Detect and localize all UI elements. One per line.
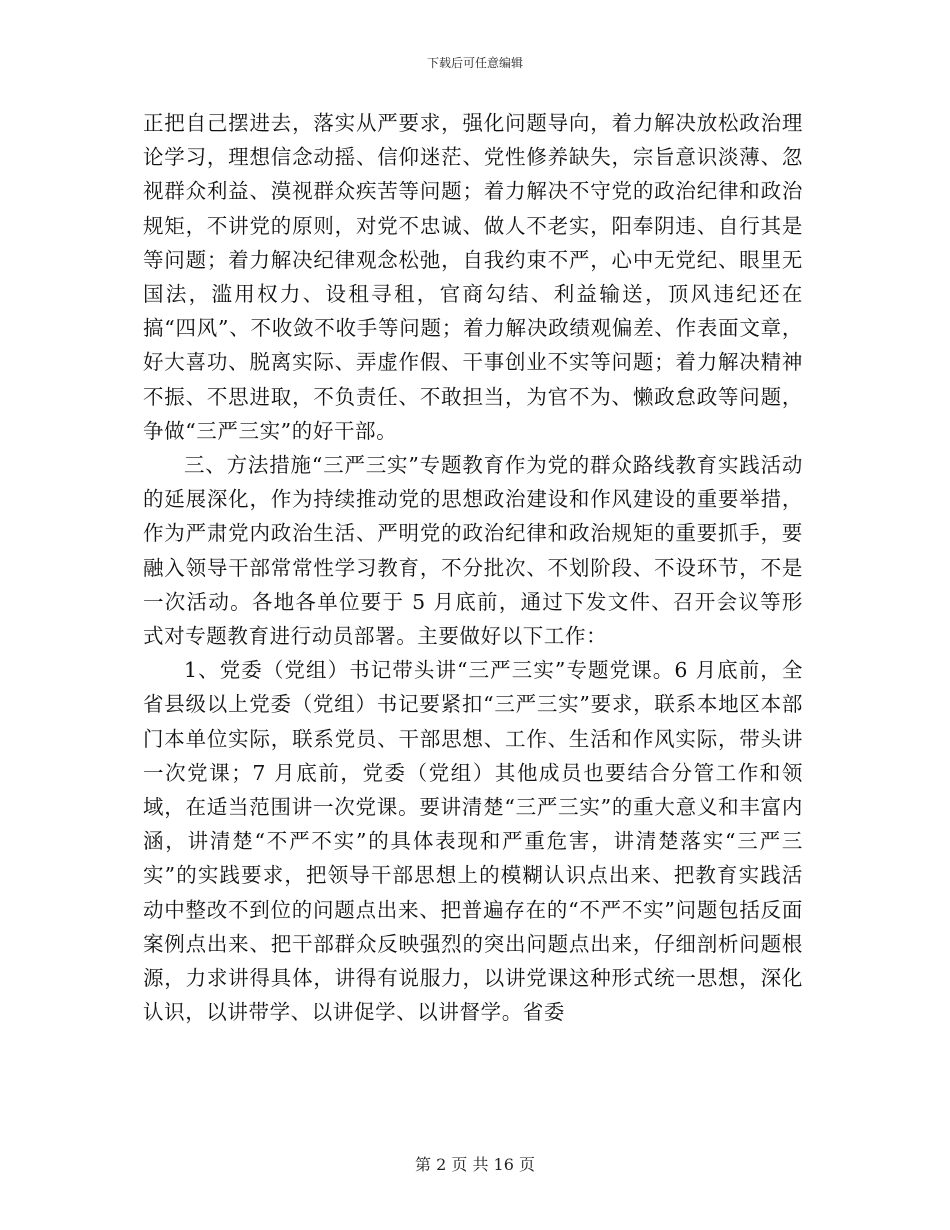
- footer-total-pages: 16: [493, 1155, 514, 1174]
- header-text: 下载后可任意编辑: [426, 56, 523, 70]
- paragraph-2: 三、方法措施“三严三实”专题教育作为党的群众路线教育实践活动的延展深化，作为持续推动党的思想政治建设和作风建设的重要举措，作为严肃党内政治生活、严明党的政治纪律和政治规矩的重要抓手，要融入领导干部常常性学习教育，不分批次、不划阶段、不设环节，不是一次活动。各地各单位要于 5 月底前，通过下发文件、召开会议等形式对专题教育进行动员部署。主要做好以下工作：: [143, 453, 803, 649]
- footer-suffix: 页: [519, 1155, 536, 1174]
- paragraph-1: 正把自己摆进去，落实从严要求，强化问题导向，着力解决放松政治理论学习，理想信念动摇、信仰迷茫、党性修养缺失，宗旨意识淡薄、忽视群众利益、漠视群众疾苦等问题；着力解决不守党的政治纪律和政治规矩，不讲党的原则，对党不忠诚、做人不老实，阳奉阴违、自行其是等问题；着力解决纪律观念松弛，自我约束不严，心中无党纪、眼里无国法，滥用权力、设租寻租，官商勾结、利益输送，顶风违纪还在搞“四风”、不收敛不收手等问题；着力解决政绩观偏差、作表面文章，好大喜功、脱离实际、弄虚作假、干事创业不实等问题；着力解决精神不振、不思进取，不负责任、不敢担当，为官不为、懒政怠政等问题，争做“三严三实”的好干部。: [143, 111, 803, 443]
- document-body: [143, 106, 803, 1029]
- page-header: [0, 56, 950, 70]
- page-footer: [0, 1155, 950, 1175]
- footer-prefix: 第: [414, 1155, 431, 1174]
- footer-current-page: 2: [436, 1155, 447, 1174]
- paragraph-3: 1、党委（党组）书记带头讲“三严三实”专题党课。6 月底前，全省县级以上党委（党组）书记要紧扣“三严三实”要求，联系本地区本部门本单位实际，联系党员、干部思想、工作、生活和作风实际，带头讲一次党课；7 月底前，党委（党组）其他成员也要结合分管工作和领域，在适当范围讲一次党课。要讲清楚“三严三实”的重大意义和丰富内涵，讲清楚“不严不实”的具体表现和严重危害，讲清楚落实“三严三实”的实践要求，把领导干部思想上的模糊认识点出来、把教育实践活动中整改不到位的问题点出来、把普遍存在的“不严不实”问题包括反面案例点出来、把干部群众反映强烈的突出问题点出来，仔细剖析问题根源，力求讲得具体，讲得有说服力，以讲党课这种形式统一思想，深化认识，以讲带学、以讲促学、以讲督学。省委: [143, 658, 803, 1025]
- footer-middle: 页 共: [451, 1155, 489, 1174]
